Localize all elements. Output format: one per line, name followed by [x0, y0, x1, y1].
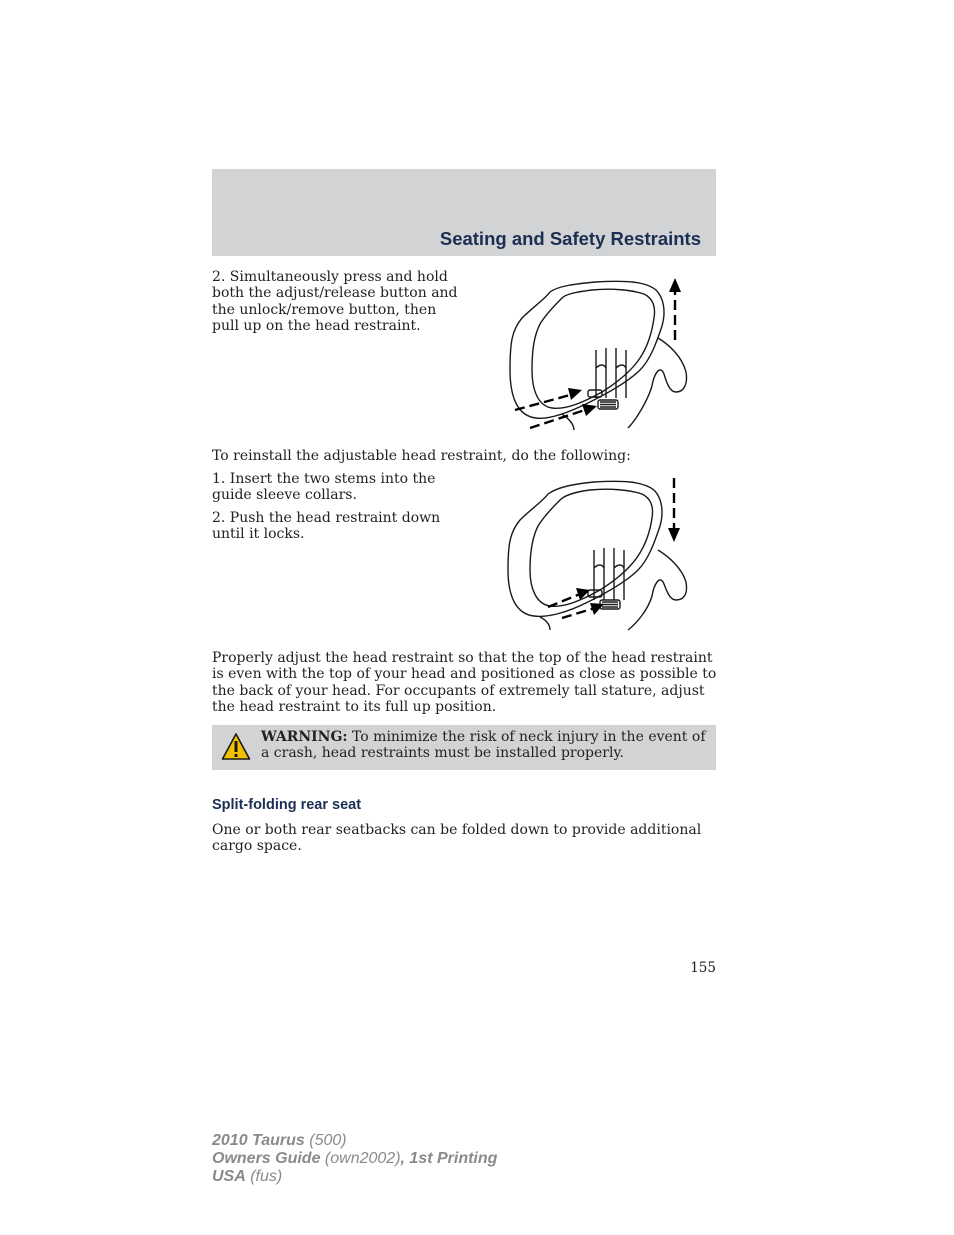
split-folding-heading: Split-folding rear seat: [212, 797, 362, 813]
arrow-up-icon: [669, 278, 681, 292]
head-restraint-reinstall-illustration: [500, 472, 705, 637]
warning-body: To minimize the risk of neck injury in the event of a crash, head restraints must be installed properly.: [261, 729, 706, 762]
adjust-paragraph: Properly adjust the head restraint so that the top of the head restraint is even with the top of your head and positioned as close as possible to the back of your head. For occupants of extremely tall stature, adjust the head restraint to its full up position.: [212, 650, 717, 716]
footer-line-2: [212, 1150, 497, 1168]
page-number: 155: [690, 960, 716, 976]
warning-triangle-icon: [221, 732, 251, 762]
reinstall-step-2: 2. Push the head restraint down until it locks.: [212, 510, 441, 543]
footer-line-1: [212, 1132, 497, 1150]
section-title: Seating and Safety Restraints: [439, 228, 701, 249]
section-header-band: [212, 169, 716, 256]
removal-step-2: 2. Simultaneously press and hold both the adjust/release button and the unlock/remove button, then pull up on the head restraint.: [212, 269, 458, 335]
footer-guide: Owners Guide: [212, 1150, 321, 1167]
footer-guide-code: (own2002): [320, 1150, 401, 1167]
footer-model: 2010 Taurus: [212, 1132, 305, 1149]
footer-model-code: (500): [304, 1132, 347, 1149]
footer-printing: , 1st Printing: [400, 1150, 498, 1167]
reinstall-intro: To reinstall the adjustable head restraint, do the following:: [212, 448, 631, 464]
reinstall-step-1: 1. Insert the two stems into the guide sleeve collars.: [212, 471, 436, 504]
footer: [212, 1132, 497, 1186]
warning-box: [212, 725, 716, 770]
head-restraint-removal-illustration: [500, 270, 705, 435]
warning-text: [261, 729, 711, 762]
warning-label: WARNING:: [261, 729, 348, 745]
split-folding-body: One or both rear seatbacks can be folded down to provide additional cargo space.: [212, 822, 702, 855]
arrow-down-icon: [668, 528, 680, 542]
footer-line-3: [212, 1168, 497, 1186]
footer-region-code: (fus): [245, 1168, 283, 1185]
footer-region: USA: [212, 1168, 246, 1185]
